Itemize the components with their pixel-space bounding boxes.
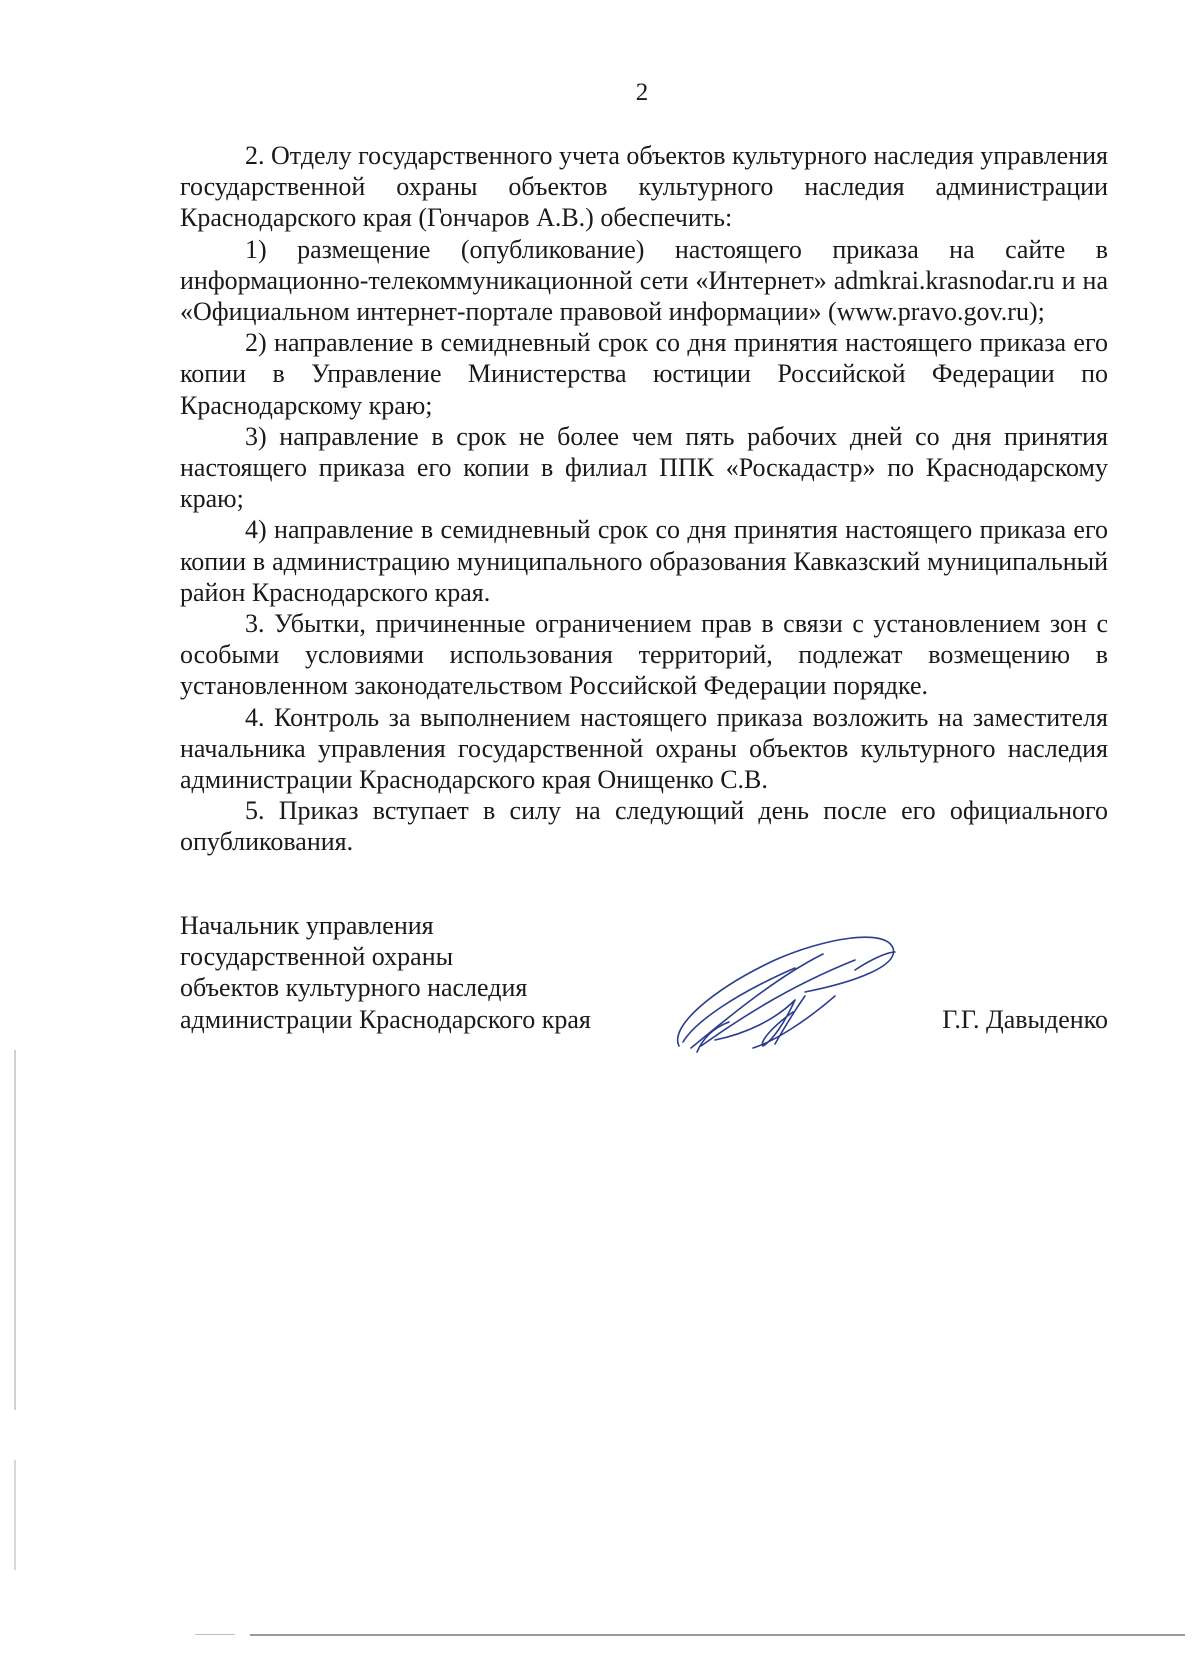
scan-bottom-edge <box>195 1634 235 1635</box>
paragraph-subitem-3: 3) направление в срок не более чем пять рабочих дней со дня принятия настоящего приказа его копии в филиал ППК «Роскадастр» по Краснодарскому краю; <box>180 421 1108 514</box>
page-number: 2 <box>635 79 649 106</box>
paragraph-item-4: 4. Контроль за выполнением настоящего приказа возложить на заместителя начальника управления государственной охраны объектов культурного наследия администрации Краснодарского края Онищенко С.В. <box>180 702 1108 795</box>
signatory-title-line: государственной охраны <box>180 942 454 972</box>
signatory-title-line: Начальник управления <box>180 911 434 940</box>
signatory-title-line: администрации Краснодарского края <box>180 1004 591 1034</box>
scan-edge-mark <box>14 1050 16 1410</box>
signatory-name: Г.Г. Давыденко <box>942 1004 1108 1034</box>
paragraph-subitem-4: 4) направление в семидневный срок со дня принятия настоящего приказа его копии в администрацию муниципального образования Кавказский муниципальный район Краснодарского края. <box>180 515 1108 607</box>
paragraph-subitem-1: 1) размещение (опубликование) настоящего приказа на сайте в информационно-телекоммуникационной сети «Интернет» admkrai.krasnodar.ru и на «Официальном интернет-портале правовой информации» (www.pravo.gov.ru); <box>180 234 1108 327</box>
paragraph-item-2: 2. Отделу государственного учета объектов культурного наследия управления государственной охраны объектов культурного наследия администрации Краснодарского края (Гончаров А.В.) обеспечить: <box>180 141 1108 233</box>
paragraph-subitem-2: 2) направление в семидневный срок со дня принятия настоящего приказа его копии в Управление Министерства юстиции Российской Федерации по Краснодарскому краю; <box>180 328 1108 420</box>
scan-bottom-edge <box>250 1634 1185 1636</box>
paragraph-item-3: 3. Убытки, причиненные ограничением прав в связи с установлением зон с особыми условиями использования территорий, подлежат возмещению в установленном законодательством Российской Федерации порядке. <box>180 609 1108 701</box>
signatory-title <box>180 910 660 1035</box>
document-body <box>180 140 1108 858</box>
handwritten-signature <box>655 930 900 1055</box>
signature-block <box>180 910 1108 1060</box>
scan-edge-mark <box>14 1460 16 1570</box>
paragraph-item-5: 5. Приказ вступает в силу на следующий день после его официального опубликования. <box>180 796 1108 857</box>
signatory-title-line: объектов культурного наследия <box>180 973 528 1003</box>
